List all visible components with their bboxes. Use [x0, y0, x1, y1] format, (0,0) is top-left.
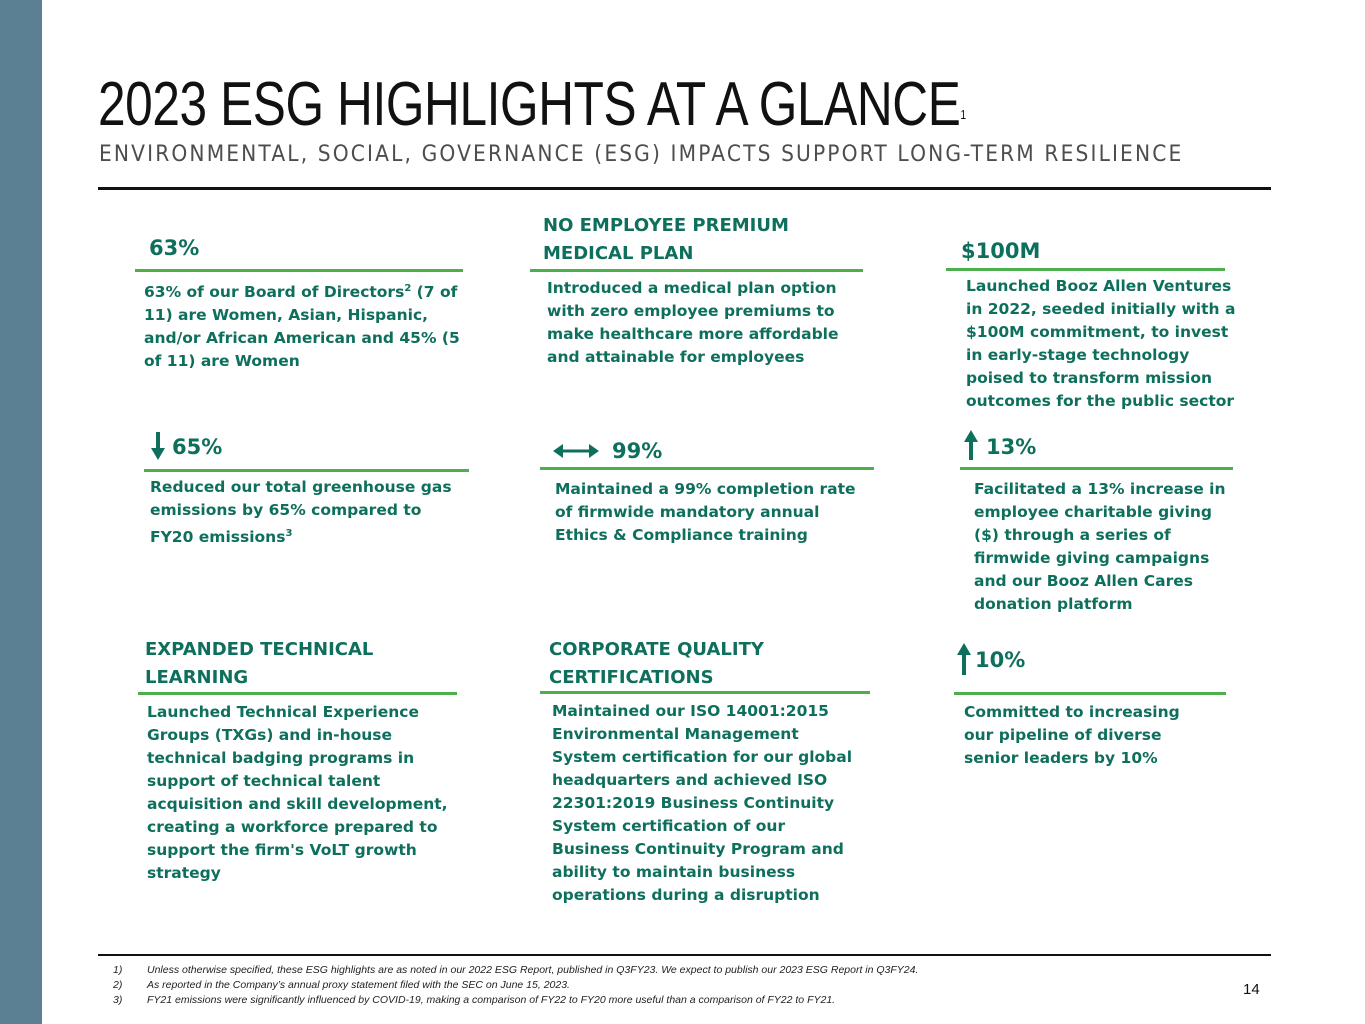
card-underline: [135, 269, 463, 272]
page-number: 14: [1243, 981, 1260, 998]
footnote: 1) Unless otherwise specified, these ESG highlights are as noted in our 2022 ESG Report, published in Q3FY23. We expect to publish our 2023 ESG Report in Q3FY24.: [113, 964, 919, 976]
card-body: 63% of our Board of Directors$^2$ (7 of 11) are Women, Asian, Hispanic, and/or African American and 45% (5 of 11) are Women: [144, 283, 460, 371]
page-subtitle: ENVIRONMENTAL, SOCIAL, GOVERNANCE (ESG) IMPACTS SUPPORT LONG-TERM RESILIENCE: [99, 142, 1184, 167]
footnote: 2) As reported in the Company’s annual proxy statement filed with the SEC on June 15, 2023.: [113, 979, 570, 991]
card-headline: CORPORATE QUALITY CERTIFICATIONS: [549, 639, 764, 688]
card-headline: EXPANDED TECHNICAL LEARNING: [145, 639, 374, 688]
card-headline: $100M: [961, 239, 1041, 263]
arrow-up-icon: [964, 430, 978, 460]
card-underline: [540, 691, 870, 694]
card-underline: [144, 469, 469, 472]
card-body: Facilitated a 13% increase in employee charitable giving ($) through a series of firmwide giving campaigns and our Booz Allen Cares donation platform: [974, 480, 1226, 613]
card-underline: [540, 467, 874, 470]
card-headline: 65%: [172, 435, 223, 459]
card-body: Launched Technical Experience Groups (TXGs) and in-house technical badging programs in support of technical talent acquisition and skill development, creating a workforce prepared to support the firm's VoLT growth strategy: [147, 703, 448, 882]
card-body: Committed to increasing our pipeline of diverse senior leaders by 10%: [964, 703, 1180, 767]
card-underline: [530, 269, 863, 272]
footer-divider: [98, 954, 1271, 956]
title-footnote-ref: 1: [960, 107, 966, 122]
card-underline: [960, 467, 1233, 470]
card-headline: 10%: [975, 648, 1026, 672]
card-body: Maintained a 99% completion rate of firmwide mandatory annual Ethics & Compliance training: [555, 480, 856, 544]
card-body: Reduced our total greenhouse gas emissions by 65% compared to FY20 emissions$^3$: [150, 478, 452, 547]
footnotes: [113, 963, 918, 1008]
card-headline: 13%: [986, 435, 1037, 459]
card-body: Launched Booz Allen Ventures in 2022, seeded initially with a $100M commitment, to invest in early-stage technology poised to transform mission outcomes for the public sector: [966, 277, 1236, 410]
card-underline: [954, 692, 1226, 695]
card-body: Maintained our ISO 14001:2015 Environmental Management System certification for our global headquarters and achieved ISO 22301:2019 Business Continuity System certification of our Business Continuity Program and ability to maintain business operations during a disruption: [552, 702, 853, 904]
page-title: 2023 ESG HIGHLIGHTS AT A GLANCE$^1$: [98, 70, 966, 139]
arrow-up-icon: [957, 643, 971, 675]
card-headline: 63%: [149, 236, 200, 260]
card-headline: NO EMPLOYEE PREMIUM MEDICAL PLAN: [543, 215, 789, 264]
card-underline: [138, 692, 457, 695]
card-headline: 99%: [612, 439, 663, 463]
footnote: 3) FY21 emissions were significantly influenced by COVID-19, making a comparison of FY22 to FY20 more useful than a comparison of FY22 to FY21.: [113, 994, 836, 1006]
header-divider: [98, 187, 1271, 190]
arrow-down-icon: [151, 432, 165, 460]
side-accent-bar: [0, 0, 42, 1024]
card-underline: [946, 268, 1225, 271]
card-body: Introduced a medical plan option with zero employee premiums to make healthcare more affordable and attainable for employees: [547, 279, 839, 366]
arrow-left-right-icon: [553, 443, 599, 459]
